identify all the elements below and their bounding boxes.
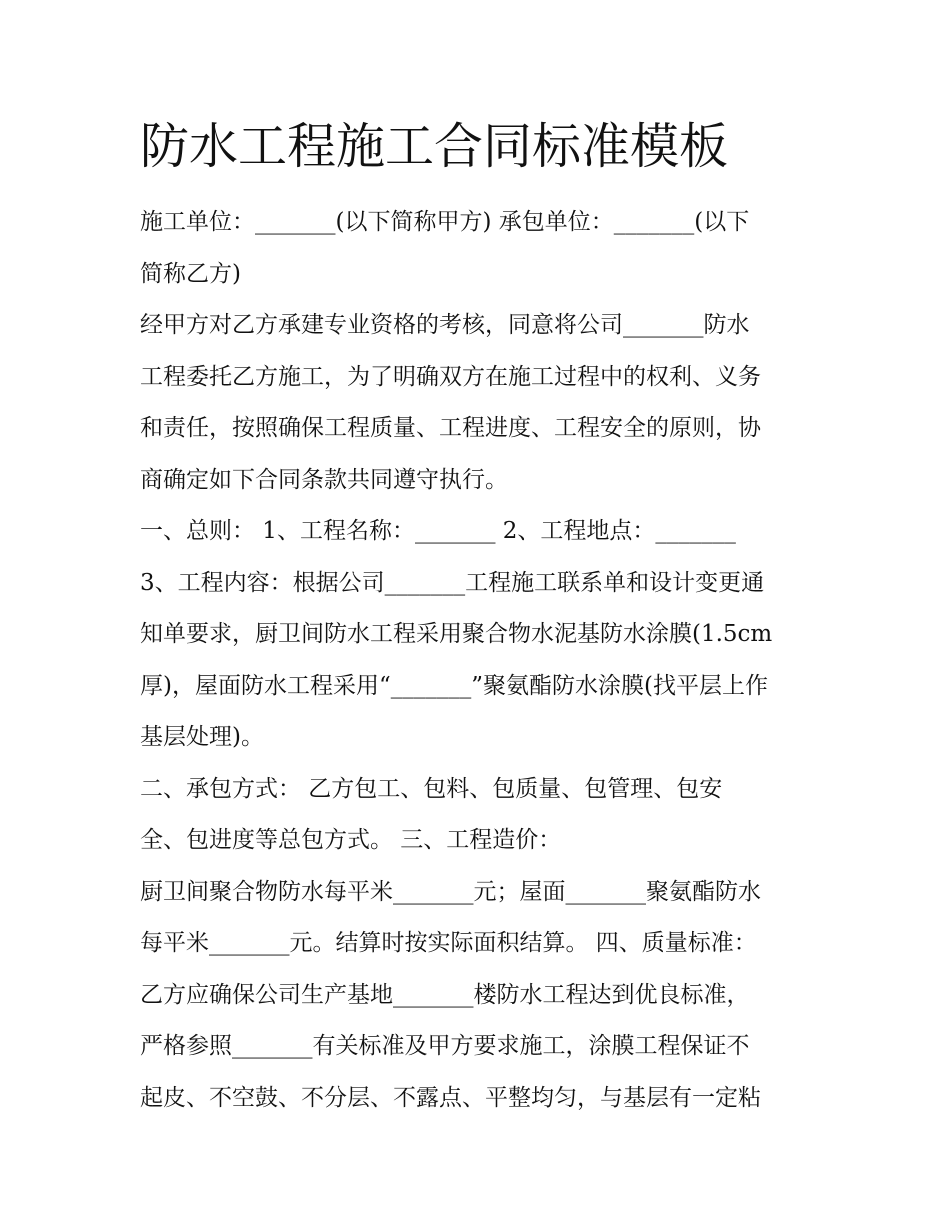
text-line-2: 简称乙方): [140, 260, 241, 287]
text-line-5: 和责任，按照确保工程质量、工程进度、工程安全的原则，协: [140, 415, 761, 441]
text-line-12: 二、承包方式： 乙方包工、包料、包质量、包管理、包安: [140, 775, 723, 802]
text-line-7: 一、总则： 1、工程名称：_______ 2、工程地点：_______: [140, 518, 736, 544]
text-line-10: 厚)，屋面防水工程采用“_______”聚氨酯防水涂膜(找平层上作: [140, 672, 768, 699]
text-line-9: 知单要求，厨卫间防水工程采用聚合物水泥基防水涂膜(1.5cm: [140, 621, 773, 647]
text-line-15: 每平米_______元。结算时按实际面积结算。 四、质量标准：: [140, 930, 757, 956]
text-line-4: 工程委托乙方施工，为了明确双方在施工过程中的权利、义务: [140, 363, 761, 390]
text-line-16: 乙方应确保公司生产基地_______楼防水工程达到优良标准，: [140, 981, 750, 1008]
text-line-11: 基层处理)。: [140, 724, 264, 750]
text-line-17: 严格参照_______有关标准及甲方要求施工，涂膜工程保证不: [140, 1033, 750, 1059]
text-line-6: 商确定如下合同条款共同遵守执行。: [140, 466, 508, 493]
text-line-13: 全、包进度等总包方式。 三、工程造价：: [140, 827, 562, 853]
document-body: [140, 197, 830, 1124]
text-line-1: 施工单位：_______(以下简称甲方) 承包单位：_______(以下: [140, 209, 750, 235]
text-line-18: 起皮、不空鼓、不分层、不露点、平整均匀，与基层有一定粘: [140, 1084, 761, 1111]
document-title: 防水工程施工合同标准模板: [140, 118, 729, 175]
text-line-3: 经甲方对乙方承建专业资格的考核，同意将公司_______防水: [140, 312, 750, 338]
text-line-14: 厨卫间聚合物防水每平米_______元；屋面_______聚氨酯防水: [140, 878, 761, 905]
text-line-8: 3、工程内容：根据公司_______工程施工联系单和设计变更通: [140, 569, 765, 596]
